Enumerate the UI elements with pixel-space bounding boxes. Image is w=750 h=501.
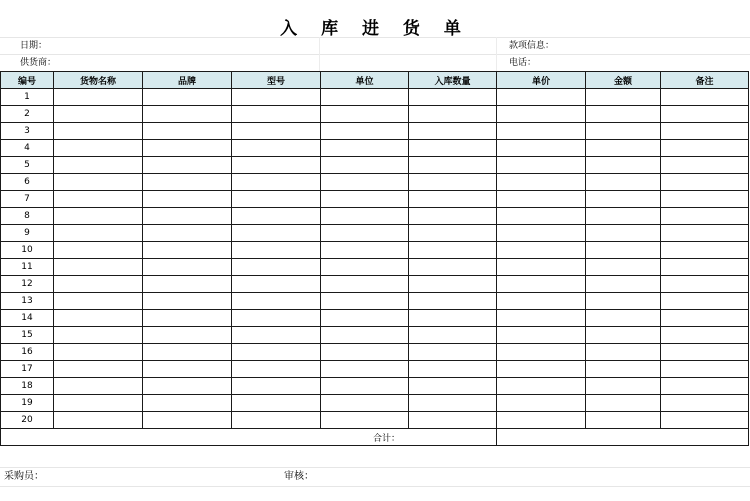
table-row xyxy=(1,106,749,123)
table-cell[interactable] xyxy=(661,140,749,157)
table-cell[interactable] xyxy=(661,208,749,225)
table-row xyxy=(1,412,749,429)
table-cell[interactable] xyxy=(497,157,586,174)
table-cell[interactable] xyxy=(143,140,232,157)
table-cell[interactable] xyxy=(54,361,143,378)
table-cell[interactable] xyxy=(321,344,409,361)
table-row xyxy=(1,310,749,327)
table-cell[interactable] xyxy=(143,191,232,208)
table-row xyxy=(1,395,749,412)
table-cell[interactable] xyxy=(54,242,143,259)
table-cell[interactable] xyxy=(497,344,586,361)
table-cell[interactable] xyxy=(661,361,749,378)
row-number-cell: 6 xyxy=(1,174,54,191)
table-cell[interactable] xyxy=(321,140,409,157)
table-cell[interactable] xyxy=(321,208,409,225)
table-cell[interactable] xyxy=(497,276,586,293)
table-cell[interactable] xyxy=(661,378,749,395)
table-cell[interactable] xyxy=(321,276,409,293)
table-cell[interactable] xyxy=(497,293,586,310)
table-cell[interactable] xyxy=(409,174,497,191)
table-cell[interactable] xyxy=(232,225,321,242)
table-cell[interactable] xyxy=(497,361,586,378)
table-cell[interactable] xyxy=(143,89,232,106)
table-row xyxy=(1,242,749,259)
table-cell[interactable] xyxy=(54,293,143,310)
row-number-cell: 18 xyxy=(1,378,54,395)
table-cell[interactable] xyxy=(661,242,749,259)
table-cell[interactable] xyxy=(321,378,409,395)
row-number-cell: 13 xyxy=(1,293,54,310)
table-cell[interactable] xyxy=(143,361,232,378)
table-cell[interactable] xyxy=(497,327,586,344)
table-row xyxy=(1,276,749,293)
table-row xyxy=(1,89,749,106)
table-cell[interactable] xyxy=(321,361,409,378)
table-cell[interactable] xyxy=(586,106,661,123)
table-cell[interactable] xyxy=(497,310,586,327)
table-cell[interactable] xyxy=(232,174,321,191)
table-cell[interactable] xyxy=(497,208,586,225)
table-cell[interactable] xyxy=(409,293,497,310)
auditor-label: 审核： xyxy=(284,471,314,482)
table-cell[interactable] xyxy=(232,412,321,429)
table-cell[interactable] xyxy=(661,157,749,174)
table-cell[interactable] xyxy=(232,191,321,208)
table-cell[interactable] xyxy=(586,293,661,310)
col-header-model: 型号 xyxy=(232,72,321,89)
table-cell[interactable] xyxy=(586,344,661,361)
table-cell[interactable] xyxy=(409,89,497,106)
row-number-cell: 14 xyxy=(1,310,54,327)
table-cell[interactable] xyxy=(497,89,586,106)
row-number-cell: 9 xyxy=(1,225,54,242)
table-cell[interactable] xyxy=(143,157,232,174)
table-cell[interactable] xyxy=(143,208,232,225)
table-cell[interactable] xyxy=(54,174,143,191)
table-cell[interactable] xyxy=(54,344,143,361)
row-number-cell: 17 xyxy=(1,361,54,378)
table-cell[interactable] xyxy=(409,310,497,327)
table-cell[interactable] xyxy=(409,276,497,293)
table-cell[interactable] xyxy=(586,225,661,242)
table-cell[interactable] xyxy=(232,106,321,123)
table-cell[interactable] xyxy=(321,293,409,310)
table-cell[interactable] xyxy=(143,310,232,327)
table-cell[interactable] xyxy=(586,140,661,157)
table-cell[interactable] xyxy=(586,259,661,276)
table-cell[interactable] xyxy=(586,208,661,225)
table-cell[interactable] xyxy=(409,123,497,140)
table-row xyxy=(1,225,749,242)
gridline xyxy=(496,37,497,71)
table-cell[interactable] xyxy=(54,259,143,276)
table-cell[interactable] xyxy=(321,395,409,412)
row-number-cell: 11 xyxy=(1,259,54,276)
table-cell[interactable] xyxy=(54,378,143,395)
table-cell[interactable] xyxy=(661,276,749,293)
table-cell[interactable] xyxy=(143,106,232,123)
table-row xyxy=(1,378,749,395)
table-cell[interactable] xyxy=(232,293,321,310)
table-cell[interactable] xyxy=(232,123,321,140)
table-row xyxy=(1,344,749,361)
row-number-cell: 5 xyxy=(1,157,54,174)
table-cell[interactable] xyxy=(54,89,143,106)
table-cell[interactable] xyxy=(586,412,661,429)
table-cell[interactable] xyxy=(232,395,321,412)
table-cell[interactable] xyxy=(586,378,661,395)
table-cell[interactable] xyxy=(232,378,321,395)
table-cell[interactable] xyxy=(497,191,586,208)
table-cell[interactable] xyxy=(661,174,749,191)
table-cell[interactable] xyxy=(409,208,497,225)
table-cell[interactable] xyxy=(586,157,661,174)
table-cell[interactable] xyxy=(143,259,232,276)
table-cell[interactable] xyxy=(54,123,143,140)
row-number-cell: 16 xyxy=(1,344,54,361)
col-header-unit-price: 单价 xyxy=(497,72,586,89)
row-number-cell: 2 xyxy=(1,106,54,123)
table-cell[interactable] xyxy=(143,174,232,191)
gridline xyxy=(0,467,750,468)
table-cell[interactable] xyxy=(661,89,749,106)
col-header-remarks: 备注 xyxy=(661,72,749,89)
gridline xyxy=(0,486,750,487)
table-cell[interactable] xyxy=(232,259,321,276)
table-cell[interactable] xyxy=(409,361,497,378)
col-header-number: 编号 xyxy=(1,72,54,89)
table-cell[interactable] xyxy=(54,157,143,174)
table-cell[interactable] xyxy=(143,242,232,259)
table-cell[interactable] xyxy=(409,327,497,344)
table-body xyxy=(1,89,749,446)
table-cell[interactable] xyxy=(586,361,661,378)
row-number-cell: 10 xyxy=(1,242,54,259)
col-header-goods-name: 货物名称 xyxy=(54,72,143,89)
table-cell[interactable] xyxy=(54,208,143,225)
table-cell[interactable] xyxy=(497,140,586,157)
table-cell[interactable] xyxy=(661,310,749,327)
table-cell[interactable] xyxy=(409,157,497,174)
table-cell[interactable] xyxy=(321,327,409,344)
table-cell[interactable] xyxy=(54,106,143,123)
row-number-cell: 19 xyxy=(1,395,54,412)
table-cell[interactable] xyxy=(321,242,409,259)
table-cell[interactable] xyxy=(586,310,661,327)
row-number-cell: 4 xyxy=(1,140,54,157)
table-row xyxy=(1,123,749,140)
table-cell[interactable] xyxy=(497,225,586,242)
table-cell[interactable] xyxy=(54,225,143,242)
row-number-cell: 8 xyxy=(1,208,54,225)
row-number-cell: 7 xyxy=(1,191,54,208)
table-cell[interactable] xyxy=(661,327,749,344)
table-cell[interactable] xyxy=(661,344,749,361)
row-number-cell: 3 xyxy=(1,123,54,140)
table-cell[interactable] xyxy=(232,327,321,344)
table-cell[interactable] xyxy=(232,208,321,225)
table-cell[interactable] xyxy=(54,191,143,208)
table-cell[interactable] xyxy=(143,378,232,395)
table-cell[interactable] xyxy=(54,276,143,293)
table-cell[interactable] xyxy=(497,395,586,412)
table-cell[interactable] xyxy=(409,259,497,276)
table-header-row xyxy=(1,72,749,89)
table-cell[interactable] xyxy=(586,123,661,140)
page-title: 入 库 进 货 单 xyxy=(280,19,470,39)
table-cell[interactable] xyxy=(321,174,409,191)
table-cell[interactable] xyxy=(54,140,143,157)
table-cell[interactable] xyxy=(409,395,497,412)
table-cell[interactable] xyxy=(232,361,321,378)
table-cell[interactable] xyxy=(232,157,321,174)
table-cell[interactable] xyxy=(54,310,143,327)
table-cell[interactable] xyxy=(586,191,661,208)
total-row xyxy=(1,429,749,446)
table-cell[interactable] xyxy=(54,395,143,412)
table-cell[interactable] xyxy=(232,310,321,327)
table-cell[interactable] xyxy=(586,395,661,412)
table-cell[interactable] xyxy=(232,344,321,361)
table-cell[interactable] xyxy=(409,378,497,395)
table-cell[interactable] xyxy=(321,89,409,106)
table-cell[interactable] xyxy=(586,327,661,344)
payment-info-label: 款项信息： xyxy=(509,41,555,51)
table-cell[interactable] xyxy=(321,191,409,208)
table-cell[interactable] xyxy=(586,89,661,106)
table-cell[interactable] xyxy=(661,293,749,310)
table-cell[interactable] xyxy=(586,276,661,293)
table-cell[interactable] xyxy=(497,242,586,259)
row-number-cell: 20 xyxy=(1,412,54,429)
col-header-unit: 单位 xyxy=(321,72,409,89)
table-cell[interactable] xyxy=(143,395,232,412)
row-number-cell: 15 xyxy=(1,327,54,344)
table-cell[interactable] xyxy=(661,106,749,123)
table-cell[interactable] xyxy=(661,191,749,208)
table-cell[interactable] xyxy=(497,259,586,276)
table-cell[interactable] xyxy=(143,225,232,242)
table-cell[interactable] xyxy=(143,344,232,361)
date-label: 日期： xyxy=(20,41,48,51)
total-label: 合计： xyxy=(1,429,497,446)
table-cell[interactable] xyxy=(232,89,321,106)
table-cell[interactable] xyxy=(143,123,232,140)
goods-table xyxy=(0,71,749,446)
table-cell[interactable] xyxy=(661,395,749,412)
col-header-quantity: 入库数量 xyxy=(409,72,497,89)
gridline xyxy=(319,37,320,71)
table-row xyxy=(1,140,749,157)
table-cell[interactable] xyxy=(321,106,409,123)
col-header-amount: 金额 xyxy=(586,72,661,89)
table-cell[interactable] xyxy=(321,412,409,429)
table-row xyxy=(1,157,749,174)
table-cell[interactable] xyxy=(497,378,586,395)
table-cell[interactable] xyxy=(586,174,661,191)
table-cell[interactable] xyxy=(232,242,321,259)
gridline xyxy=(0,54,750,55)
table-row xyxy=(1,259,749,276)
supplier-label: 供货商： xyxy=(20,58,57,68)
table-cell[interactable] xyxy=(497,106,586,123)
table-cell[interactable] xyxy=(409,106,497,123)
table-cell[interactable] xyxy=(54,327,143,344)
buyer-label: 采购员： xyxy=(4,471,44,482)
row-number-cell: 1 xyxy=(1,89,54,106)
table-cell[interactable] xyxy=(661,412,749,429)
table-cell[interactable] xyxy=(409,344,497,361)
table-row xyxy=(1,361,749,378)
table-row xyxy=(1,174,749,191)
table-cell[interactable] xyxy=(661,259,749,276)
table-cell[interactable] xyxy=(54,412,143,429)
table-cell[interactable] xyxy=(321,157,409,174)
table-cell[interactable] xyxy=(321,123,409,140)
table-cell[interactable] xyxy=(143,412,232,429)
table-row xyxy=(1,327,749,344)
table-cell[interactable] xyxy=(232,140,321,157)
table-cell[interactable] xyxy=(409,140,497,157)
table-row xyxy=(1,293,749,310)
table-cell[interactable] xyxy=(143,276,232,293)
table-cell[interactable] xyxy=(232,276,321,293)
table-row xyxy=(1,191,749,208)
table-cell[interactable] xyxy=(409,225,497,242)
table-cell[interactable] xyxy=(143,327,232,344)
table-cell[interactable] xyxy=(661,123,749,140)
total-value-cell[interactable] xyxy=(497,429,749,446)
table-cell[interactable] xyxy=(497,123,586,140)
row-number-cell: 12 xyxy=(1,276,54,293)
table-cell[interactable] xyxy=(497,412,586,429)
table-cell[interactable] xyxy=(321,225,409,242)
table-cell[interactable] xyxy=(409,412,497,429)
col-header-brand: 品牌 xyxy=(143,72,232,89)
table-cell[interactable] xyxy=(409,242,497,259)
table-cell[interactable] xyxy=(321,259,409,276)
table-row xyxy=(1,208,749,225)
phone-label: 电话： xyxy=(509,58,537,68)
table-cell[interactable] xyxy=(586,242,661,259)
table-cell[interactable] xyxy=(661,225,749,242)
table-cell[interactable] xyxy=(143,293,232,310)
table-cell[interactable] xyxy=(409,191,497,208)
table-cell[interactable] xyxy=(321,310,409,327)
table-cell[interactable] xyxy=(497,174,586,191)
